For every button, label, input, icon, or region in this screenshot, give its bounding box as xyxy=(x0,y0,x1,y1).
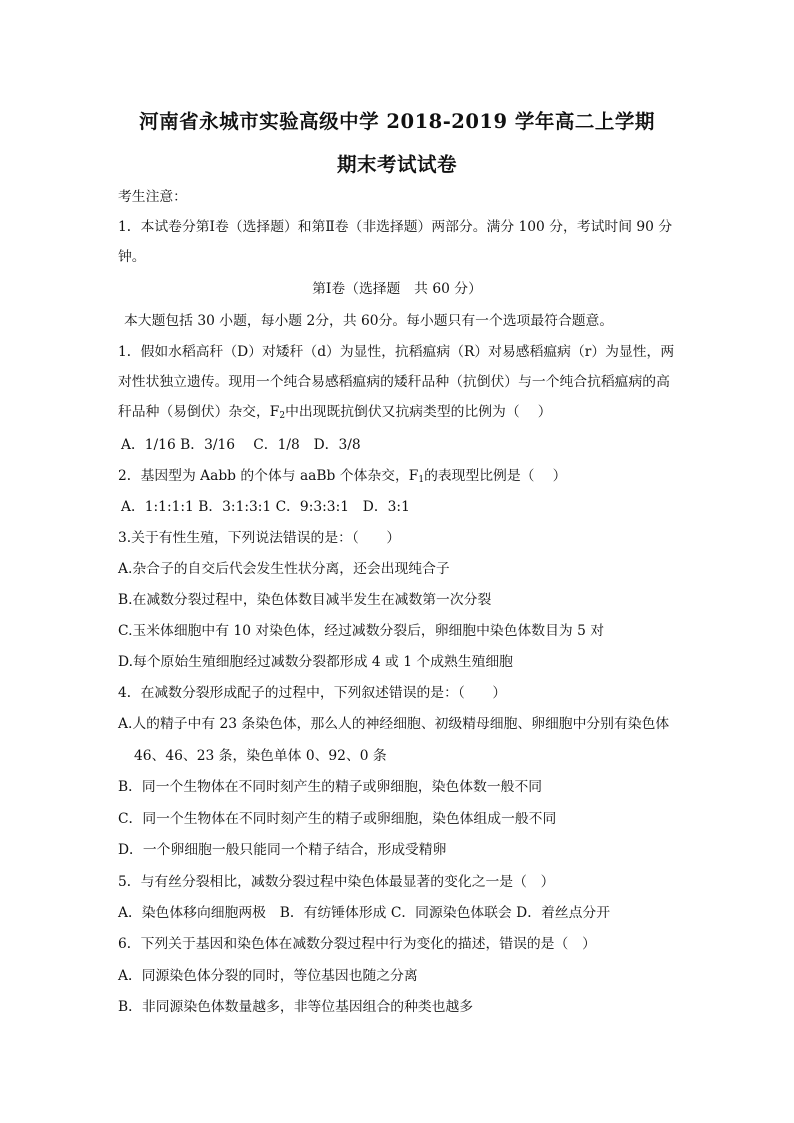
q3-option-b: B.在减数分裂过程中，染色体数目减半发生在减数第一次分裂 xyxy=(118,592,492,608)
q4-option-b: B．同一个生物体在不同时刻产生的精子或卵细胞，染色体数一般不同 xyxy=(118,779,543,795)
q1-stem-line2: 对性状独立遗传。现用一个纯合易感稻瘟病的矮秆品种（抗倒伏）与一个纯合抗稻瘟病的高 xyxy=(118,374,670,390)
section-heading: 第Ⅰ卷（选择题 共 60 分） xyxy=(312,281,482,297)
q4-option-a-cont: 46、46、23 条，染色单体 0、92、0 条 xyxy=(134,748,387,764)
q4-stem: 4．在减数分裂形成配子的过程中，下列叙述错误的是：（ ） xyxy=(118,685,507,701)
q6-option-b: B．非同源染色体数量越多，非等位基因组合的种类也越多 xyxy=(118,999,474,1015)
q3-option-c: C.玉米体细胞中有 10 对染色体，经过减数分裂后，卵细胞中染色体数目为 5 对 xyxy=(118,623,605,639)
q3-stem: 3.关于有性生殖，下列说法错误的是：（ ） xyxy=(118,530,401,546)
q4-option-c: C．同一个生物体在不同时刻产生的精子或卵细胞，染色体组成一般不同 xyxy=(118,811,557,827)
q2-stem-text: 2．基因型为 Aabb 的个体与 aaBb 个体杂交，F xyxy=(118,468,419,484)
q1-stem-line3 xyxy=(118,402,678,422)
q3-option-d: D.每个原始生殖细胞经过减数分裂都形成 4 或 1 个成熟生殖细胞 xyxy=(118,654,513,670)
exam-title-line2: 期末考试试卷 xyxy=(336,153,457,176)
q1-subscript: 2 xyxy=(279,411,286,421)
q1-options: A．1/16 B．3/16 C．1/8 D．3/8 xyxy=(121,437,361,453)
exam-title-line1: 河南省永城市实验高级中学 2018-2019 学年高二上学期 xyxy=(139,110,655,133)
section-intro: 本大题包括 30 小题，每小题 2分，共 60分。每小题只有一个选项最符合题意。 xyxy=(124,313,614,329)
notice-item-1-cont: 钟。 xyxy=(118,249,146,265)
notice-item-1: 1．本试卷分第Ⅰ卷（选择题）和第Ⅱ卷（非选择题）两部分。满分 100 分，考试时间 90 分 xyxy=(118,219,673,235)
q6-stem: 6．下列关于基因和染色体在减数分裂过程中行为变化的描述，错误的是（ ） xyxy=(118,936,596,952)
q2-stem-end: 的表现型比例是（ ） xyxy=(424,468,567,484)
q2-subscript: 1 xyxy=(418,475,425,485)
q3-option-a: A.杂合子的自交后代会发生性状分离，还会出现纯合子 xyxy=(118,561,450,577)
q1-stem-line3-text: 秆品种（易倒伏）杂交，F xyxy=(118,404,280,420)
q1-stem-line1: 1．假如水稻高秆（D）对矮秆（d）为显性，抗稻瘟病（R）对易感稻瘟病（r）为显性，两 xyxy=(118,344,675,360)
notice-heading: 考生注意： xyxy=(118,189,187,205)
q1-stem-line3-end: 中出现既抗倒伏又抗病类型的比例为（ ） xyxy=(285,404,552,420)
q4-option-a: A.人的精子中有 23 条染色体，那么人的神经细胞、初级精母细胞、卵细胞中分别有染色体 xyxy=(118,716,670,732)
q5-stem: 5．与有丝分裂相比，减数分裂过程中染色体最显著的变化之一是（ ） xyxy=(118,874,555,890)
q2-options: A．1:1:1:1 B．3:1:3:1 C．9:3:3:1 D．3:1 xyxy=(121,499,410,515)
q2-stem xyxy=(118,466,678,486)
q6-option-a: A．同源染色体分裂的同时，等位基因也随之分离 xyxy=(118,968,418,984)
q5-options: A．染色体移向细胞两极 B．有纺锤体形成 C．同源染色体联会 D．着丝点分开 xyxy=(118,905,610,921)
q4-option-d: D．一个卵细胞一般只能同一个精子结合，形成受精卵 xyxy=(118,842,447,858)
